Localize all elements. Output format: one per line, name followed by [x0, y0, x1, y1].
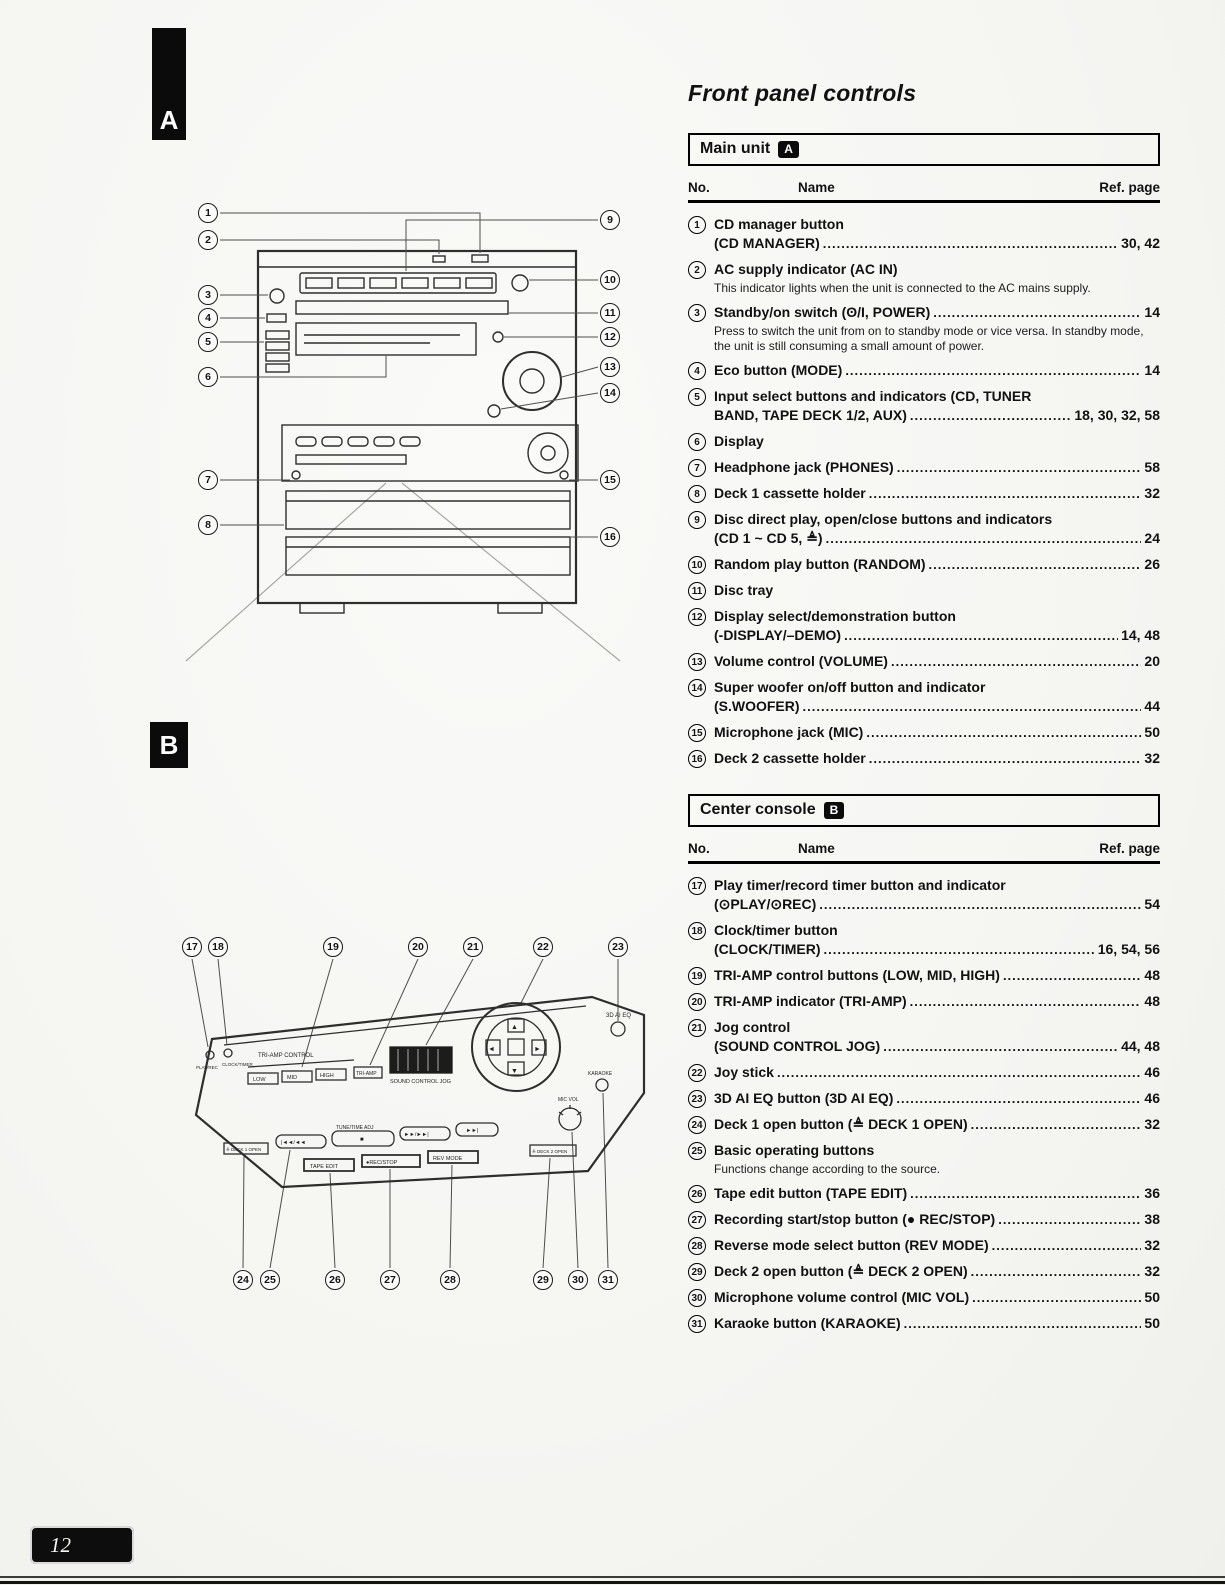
item-name: Volume control (VOLUME)	[714, 653, 888, 669]
item-number-icon: 17	[688, 877, 706, 895]
dot-leader	[933, 303, 1141, 322]
dot-leader	[910, 992, 1142, 1011]
ref-page-number: 44, 48	[1121, 1038, 1160, 1054]
section-tag-a	[152, 28, 186, 140]
control-item-30	[688, 1288, 1160, 1307]
control-item-21	[688, 1018, 1160, 1056]
diagram-callout-27: 27	[380, 1270, 400, 1290]
main-unit-table-header	[688, 180, 1160, 203]
item-name: Display	[714, 433, 764, 449]
item-name: Play timer/record timer button and indicator	[714, 877, 1006, 893]
label-stop: ■	[360, 1137, 364, 1143]
dot-leader	[971, 1262, 1142, 1281]
dot-leader	[819, 895, 1141, 914]
item-number-icon: 20	[688, 993, 706, 1011]
col-name: Name	[798, 841, 835, 856]
item-name: CD manager button	[714, 216, 844, 232]
ref-page-number: 50	[1144, 724, 1160, 740]
item-name: Reverse mode select button (REV MODE)	[714, 1237, 989, 1253]
item-name: 3D AI EQ button (3D AI EQ)	[714, 1090, 894, 1106]
item-name: TRI-AMP indicator (TRI-AMP)	[714, 993, 907, 1009]
dot-leader	[998, 1210, 1141, 1229]
control-item-24	[688, 1115, 1160, 1134]
label-tape-edit: TAPE EDIT	[310, 1164, 339, 1170]
control-item-14	[688, 678, 1160, 716]
center-console-heading-text: Center console	[700, 801, 816, 818]
dot-leader	[845, 361, 1141, 380]
item-name: Standby/on switch (ʘ/I, POWER)	[714, 304, 931, 320]
center-console-diagram	[140, 935, 680, 1315]
ref-page-number: 14, 48	[1121, 627, 1160, 643]
item-name: Deck 1 cassette holder	[714, 485, 866, 501]
control-item-16	[688, 749, 1160, 768]
item-name: Jog control	[714, 1019, 791, 1035]
item-name: Microphone jack (MIC)	[714, 724, 864, 740]
control-item-8	[688, 484, 1160, 503]
item-number-icon: 31	[688, 1315, 706, 1333]
item-name: Clock/timer button	[714, 922, 838, 938]
section-center-console	[688, 794, 1160, 1333]
item-number-icon: 18	[688, 922, 706, 940]
diagram-callout-23: 23	[608, 937, 628, 957]
label-ff: ►►/►►|	[404, 1132, 429, 1138]
control-item-22	[688, 1063, 1160, 1082]
item-note: Functions change according to the source.	[714, 1162, 941, 1176]
item-name: (CD MANAGER)	[714, 235, 820, 251]
item-number-icon: 12	[688, 608, 706, 626]
center-console-callouts	[140, 935, 680, 1315]
item-name: (⊙PLAY/⊙REC)	[714, 896, 817, 912]
control-item-12	[688, 607, 1160, 645]
diagram-callout-10: 10	[600, 270, 620, 290]
dot-leader	[972, 1288, 1141, 1307]
main-unit-badge: A	[778, 141, 799, 158]
label-mid: MID	[287, 1075, 298, 1081]
dot-leader	[866, 723, 1141, 742]
label-play-rec: PLAY/REC	[196, 1065, 218, 1070]
dot-leader	[896, 1089, 1141, 1108]
item-number-icon: 13	[688, 653, 706, 671]
scan-artifact-line	[0, 1576, 1225, 1578]
item-name: Tape edit button (TAPE EDIT)	[714, 1185, 908, 1201]
label-triamp-control: TRI-AMP CONTROL	[258, 1053, 314, 1059]
ref-page-number: 46	[1144, 1090, 1160, 1106]
label-ai-eq: 3D AI EQ	[606, 1013, 632, 1019]
ref-page-number: 14	[1144, 362, 1160, 378]
label-high: HIGH	[320, 1073, 334, 1079]
diagram-callout-19: 19	[323, 937, 343, 957]
ref-page-number: 20	[1144, 653, 1160, 669]
item-note: Press to switch the unit from on to standby mode or vice versa. In standby mode, the unit is still consuming a small amount of power.	[714, 324, 1144, 353]
dot-leader	[910, 1184, 1141, 1203]
dot-leader	[910, 406, 1071, 425]
ref-page-number: 48	[1144, 967, 1160, 983]
control-item-19	[688, 966, 1160, 985]
ref-page-number: 32	[1144, 485, 1160, 501]
control-item-7	[688, 458, 1160, 477]
control-item-9	[688, 510, 1160, 548]
control-item-15	[688, 723, 1160, 742]
main-unit-callouts	[150, 185, 670, 665]
diagram-callout-11: 11	[600, 303, 620, 323]
ref-page-number: 48	[1144, 993, 1160, 1009]
control-item-5	[688, 387, 1160, 425]
main-unit-diagram	[150, 185, 670, 665]
item-name: Deck 1 open button (≜ DECK 1 OPEN)	[714, 1116, 968, 1132]
diagram-callout-31: 31	[598, 1270, 618, 1290]
label-mic-vol: MIC VOL	[558, 1097, 579, 1103]
diagram-callout-22: 22	[533, 937, 553, 957]
diagram-callout-4: 4	[198, 308, 218, 328]
main-unit-heading	[688, 133, 1160, 166]
section-tag-b-letter: B	[159, 729, 179, 760]
item-number-icon: 30	[688, 1289, 706, 1307]
ref-page-number: 16, 54, 56	[1097, 941, 1160, 957]
ref-page-number: 24	[1144, 530, 1160, 546]
item-number-icon: 11	[688, 582, 706, 600]
item-name: (CLOCK/TIMER)	[714, 941, 821, 957]
item-number-icon: 29	[688, 1263, 706, 1281]
diagram-callout-12: 12	[600, 327, 620, 347]
ref-page-number: 50	[1144, 1315, 1160, 1331]
diagram-callout-9: 9	[600, 210, 620, 230]
section-main-unit	[688, 133, 1160, 768]
dot-leader	[869, 749, 1142, 768]
item-number-icon: 22	[688, 1064, 706, 1082]
diagram-callout-6: 6	[198, 367, 218, 387]
item-name: (SOUND CONTROL JOG)	[714, 1038, 881, 1054]
item-name: (-DISPLAY/–DEMO)	[714, 627, 842, 643]
item-name: Disc direct play, open/close buttons and indicators	[714, 511, 1053, 527]
arrow-up-icon: ▲	[511, 1024, 518, 1031]
control-item-29	[688, 1262, 1160, 1281]
center-console-badge: B	[824, 802, 845, 819]
diagram-callout-25: 25	[260, 1270, 280, 1290]
item-number-icon: 28	[688, 1237, 706, 1255]
item-name: (CD 1 ~ CD 5, ≜)	[714, 530, 823, 546]
arrow-right-icon: ►	[534, 1046, 541, 1053]
control-item-10	[688, 555, 1160, 574]
diagram-callout-30: 30	[568, 1270, 588, 1290]
diagram-callout-16: 16	[600, 527, 620, 547]
item-name: Disc tray	[714, 582, 774, 598]
item-name: Input select buttons and indicators (CD, TUNER	[714, 388, 1032, 404]
control-item-23	[688, 1089, 1160, 1108]
control-item-17	[688, 876, 1160, 914]
ref-page-number: 58	[1144, 459, 1160, 475]
control-item-20	[688, 992, 1160, 1011]
control-item-6	[688, 432, 1160, 451]
section-tag-a-letter: A	[159, 105, 179, 135]
item-number-icon: 24	[688, 1116, 706, 1134]
control-item-28	[688, 1236, 1160, 1255]
dot-leader	[904, 1314, 1142, 1333]
item-number-icon: 27	[688, 1211, 706, 1229]
item-name: Karaoke button (KARAOKE)	[714, 1315, 901, 1331]
scan-artifact-line	[0, 1581, 1225, 1584]
diagram-callout-18: 18	[208, 937, 228, 957]
center-console-heading	[688, 794, 1160, 827]
dot-leader	[1003, 966, 1141, 985]
dot-leader	[971, 1115, 1142, 1134]
item-number-icon: 23	[688, 1090, 706, 1108]
label-sound-jog: SOUND CONTROL JOG	[390, 1079, 451, 1085]
item-number-icon: 10	[688, 556, 706, 574]
item-number-icon: 4	[688, 362, 706, 380]
arrow-down-icon: ▼	[511, 1068, 518, 1075]
dot-leader	[897, 458, 1142, 477]
ref-page-number: 46	[1144, 1064, 1160, 1080]
item-number-icon: 6	[688, 433, 706, 451]
item-number-icon: 19	[688, 967, 706, 985]
item-number-icon: 16	[688, 750, 706, 768]
diagram-callout-17: 17	[182, 937, 202, 957]
diagram-callout-21: 21	[463, 937, 483, 957]
control-item-1	[688, 215, 1160, 253]
item-name: BAND, TAPE DECK 1/2, AUX)	[714, 407, 907, 423]
item-name: Random play button (RANDOM)	[714, 556, 926, 572]
item-name: Basic operating buttons	[714, 1142, 875, 1158]
item-number-icon: 5	[688, 388, 706, 406]
text-column	[688, 80, 1160, 1340]
col-name: Name	[798, 180, 835, 195]
diagram-callout-3: 3	[198, 285, 218, 305]
diagram-callout-14: 14	[600, 383, 620, 403]
diagram-callout-24: 24	[233, 1270, 253, 1290]
label-rev-mode: REV MODE	[433, 1156, 463, 1162]
section-tag-b	[150, 722, 188, 768]
label-clock-timer: CLOCK/TIMER	[222, 1062, 253, 1067]
diagram-callout-1: 1	[198, 203, 218, 223]
diagram-callout-28: 28	[440, 1270, 460, 1290]
item-name: AC supply indicator (AC IN)	[714, 261, 898, 277]
item-number-icon: 3	[688, 304, 706, 322]
dot-leader	[844, 626, 1118, 645]
diagram-callout-13: 13	[600, 357, 620, 377]
col-ref-page: Ref. page	[1099, 180, 1160, 195]
ref-page-number: 44	[1144, 698, 1160, 714]
page-number-box	[30, 1526, 134, 1564]
item-name: Deck 2 cassette holder	[714, 750, 866, 766]
dot-leader	[777, 1063, 1141, 1082]
ref-page-number: 32	[1144, 1237, 1160, 1253]
dot-leader	[824, 940, 1095, 959]
col-ref-page: Ref. page	[1099, 841, 1160, 856]
item-number-icon: 15	[688, 724, 706, 742]
center-console-item-list	[688, 876, 1160, 1333]
control-item-13	[688, 652, 1160, 671]
item-name: Recording start/stop button (● REC/STOP)	[714, 1211, 996, 1227]
diagram-callout-8: 8	[198, 515, 218, 535]
control-item-4	[688, 361, 1160, 380]
ref-page-number: 50	[1144, 1289, 1160, 1305]
ref-page-number: 30, 42	[1121, 235, 1160, 251]
diagram-callout-7: 7	[198, 470, 218, 490]
page-number: 12	[50, 1532, 71, 1557]
diagram-callout-5: 5	[198, 332, 218, 352]
item-name: (S.WOOFER)	[714, 698, 800, 714]
item-number-icon: 7	[688, 459, 706, 477]
item-name: Joy stick	[714, 1064, 774, 1080]
ref-page-number: 36	[1144, 1185, 1160, 1201]
page-title: Front panel controls	[688, 80, 917, 106]
dot-leader	[883, 1037, 1118, 1056]
control-item-18	[688, 921, 1160, 959]
center-console-table-header	[688, 841, 1160, 864]
item-number-icon: 1	[688, 216, 706, 234]
diagram-callout-15: 15	[600, 470, 620, 490]
ref-page-number: 32	[1144, 1116, 1160, 1132]
control-item-27	[688, 1210, 1160, 1229]
diagram-callout-26: 26	[325, 1270, 345, 1290]
col-no: No.	[688, 841, 710, 856]
main-unit-item-list	[688, 215, 1160, 768]
dot-leader	[992, 1236, 1142, 1255]
item-number-icon: 14	[688, 679, 706, 697]
ref-page-number: 54	[1144, 896, 1160, 912]
dot-leader	[823, 234, 1118, 253]
item-name: Eco button (MODE)	[714, 362, 843, 378]
label-triamp: TRI-AMP	[356, 1071, 377, 1077]
item-number-icon: 21	[688, 1019, 706, 1037]
diagram-callout-29: 29	[533, 1270, 553, 1290]
label-low: LOW	[253, 1077, 266, 1083]
item-name: Deck 2 open button (≜ DECK 2 OPEN)	[714, 1263, 968, 1279]
item-name: TRI-AMP control buttons (LOW, MID, HIGH)	[714, 967, 1000, 983]
main-unit-heading-text: Main unit	[700, 140, 771, 157]
control-item-25	[688, 1141, 1160, 1177]
dot-leader	[803, 697, 1142, 716]
ref-page-number: 38	[1144, 1211, 1160, 1227]
diagram-callout-2: 2	[198, 230, 218, 250]
item-note: This indicator lights when the unit is connected to the AC mains supply.	[714, 281, 1091, 295]
item-number-icon: 26	[688, 1185, 706, 1203]
control-item-11	[688, 581, 1160, 600]
item-number-icon: 25	[688, 1142, 706, 1160]
item-number-icon: 8	[688, 485, 706, 503]
dot-leader	[891, 652, 1141, 671]
label-karaoke: KARAOKE	[588, 1071, 613, 1077]
label-preset: ►►|	[466, 1128, 479, 1134]
col-no: No.	[688, 180, 710, 195]
label-rew: |◄◄/◄◄	[281, 1140, 306, 1146]
label-tune: TUNE/TIME ADJ	[336, 1125, 374, 1131]
label-deck1-open: ≜ DECK 1 OPEN	[226, 1147, 262, 1152]
label-deck2-open: ≜ DECK 2 OPEN	[532, 1149, 568, 1154]
item-name: Headphone jack (PHONES)	[714, 459, 894, 475]
ref-page-number: 26	[1144, 556, 1160, 572]
ref-page-number: 18, 30, 32, 58	[1074, 407, 1160, 423]
ref-page-number: 32	[1144, 750, 1160, 766]
dot-leader	[869, 484, 1142, 503]
item-name: Microphone volume control (MIC VOL)	[714, 1289, 970, 1305]
diagram-callout-20: 20	[408, 937, 428, 957]
item-number-icon: 9	[688, 511, 706, 529]
control-item-26	[688, 1184, 1160, 1203]
label-rec-stop: ●REC/STOP	[366, 1160, 398, 1166]
dot-leader	[826, 529, 1142, 548]
ref-page-number: 14	[1144, 304, 1160, 320]
control-item-3	[688, 303, 1160, 354]
arrow-left-icon: ◄	[488, 1046, 495, 1053]
ref-page-number: 32	[1144, 1263, 1160, 1279]
item-number-icon: 2	[688, 261, 706, 279]
control-item-31	[688, 1314, 1160, 1333]
dot-leader	[929, 555, 1142, 574]
control-item-2	[688, 260, 1160, 296]
item-name: Display select/demonstration button	[714, 608, 956, 624]
item-name: Super woofer on/off button and indicator	[714, 679, 986, 695]
